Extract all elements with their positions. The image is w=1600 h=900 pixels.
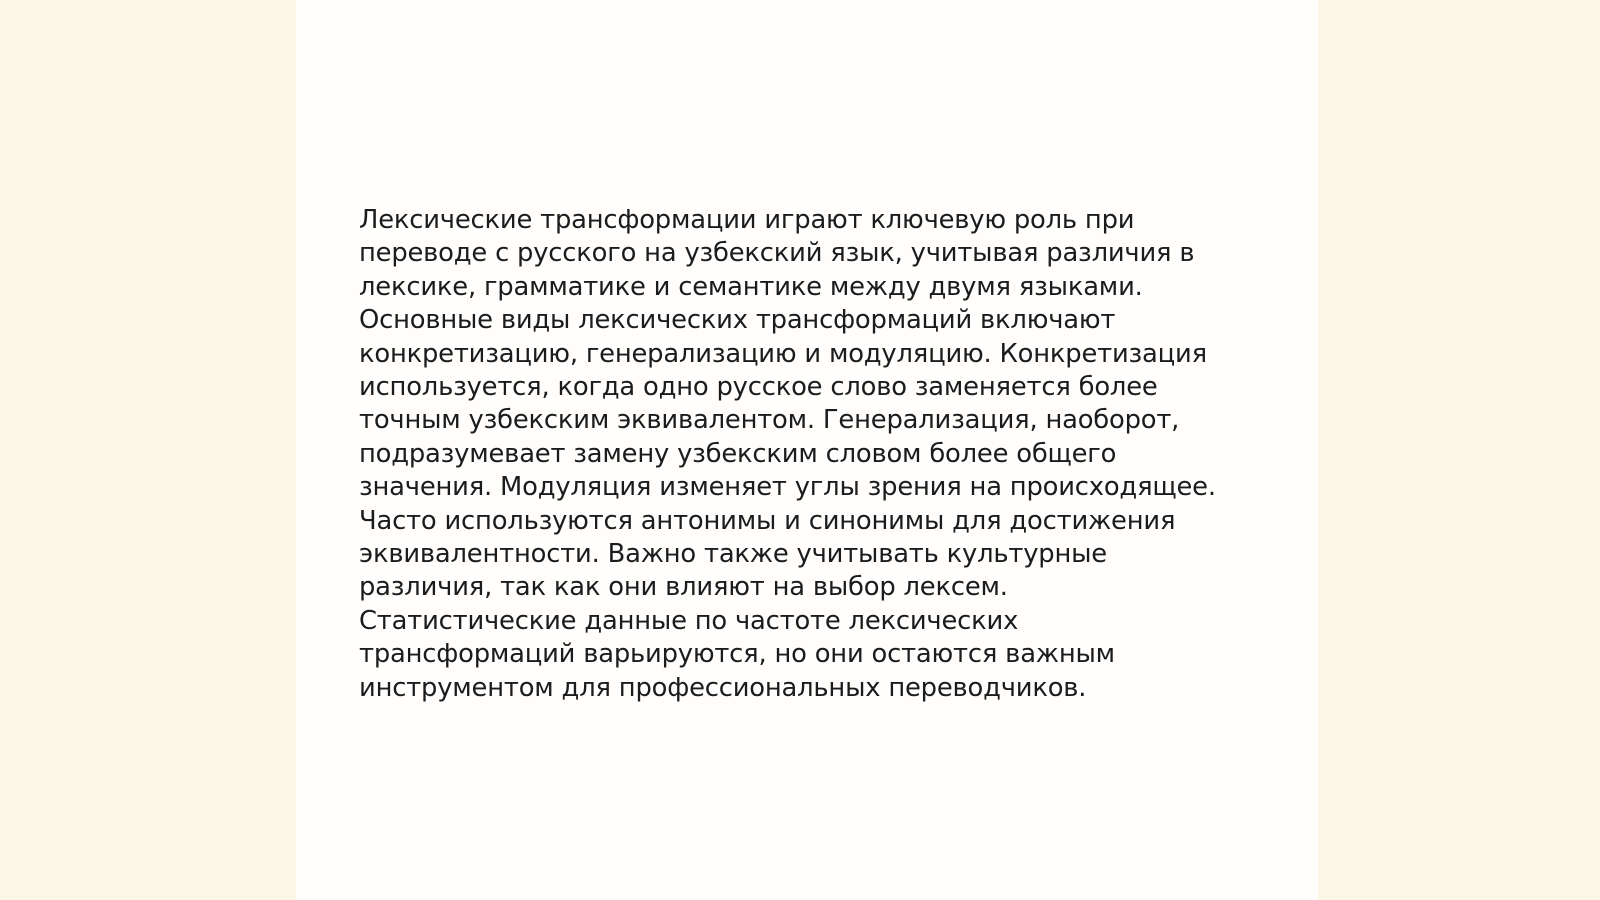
paragraph-line-1: Лексические трансформации играют ключевую роль при: [359, 205, 1135, 235]
paragraph-line-4: Основные виды лексических трансформаций включают: [359, 305, 1116, 336]
paragraph-line-7: точным узбекским эквивалентом. Генерализация, наоборот,: [359, 405, 1180, 436]
paragraph-line-10: Часто используются антонимы и синонимы для достижения: [359, 505, 1176, 536]
paragraph-line-8: подразумевает замену узбекским словом более общего: [359, 438, 1117, 469]
paragraph-line-5: конкретизацию, генерализацию и модуляцию. Конкретизация: [359, 338, 1207, 369]
paragraph-line-15: инструментом для профессиональных переводчиков.: [359, 672, 1087, 703]
paragraph-line-12: различия, так как они влияют на выбор лексем.: [359, 572, 1008, 603]
paragraph-line-6: используется, когда одно русское слово заменяется более: [359, 372, 1158, 403]
document-page: [296, 0, 1318, 900]
body-paragraph: [359, 204, 1319, 705]
paragraph-line-2: переводе с русского на узбекский язык, учитывая различия в: [359, 238, 1195, 269]
paragraph-line-14: трансформаций варьируются, но они остаются важным: [359, 639, 1115, 670]
paragraph-line-9: значения. Модуляция изменяет углы зрения на происходящее.: [359, 472, 1216, 503]
paragraph-line-13: Статистические данные по частоте лексических: [359, 605, 1019, 636]
paragraph-line-3: лексике, грамматике и семантике между двумя языками.: [359, 271, 1143, 302]
paragraph-line-11: эквивалентности. Важно также учитывать культурные: [359, 539, 1107, 570]
